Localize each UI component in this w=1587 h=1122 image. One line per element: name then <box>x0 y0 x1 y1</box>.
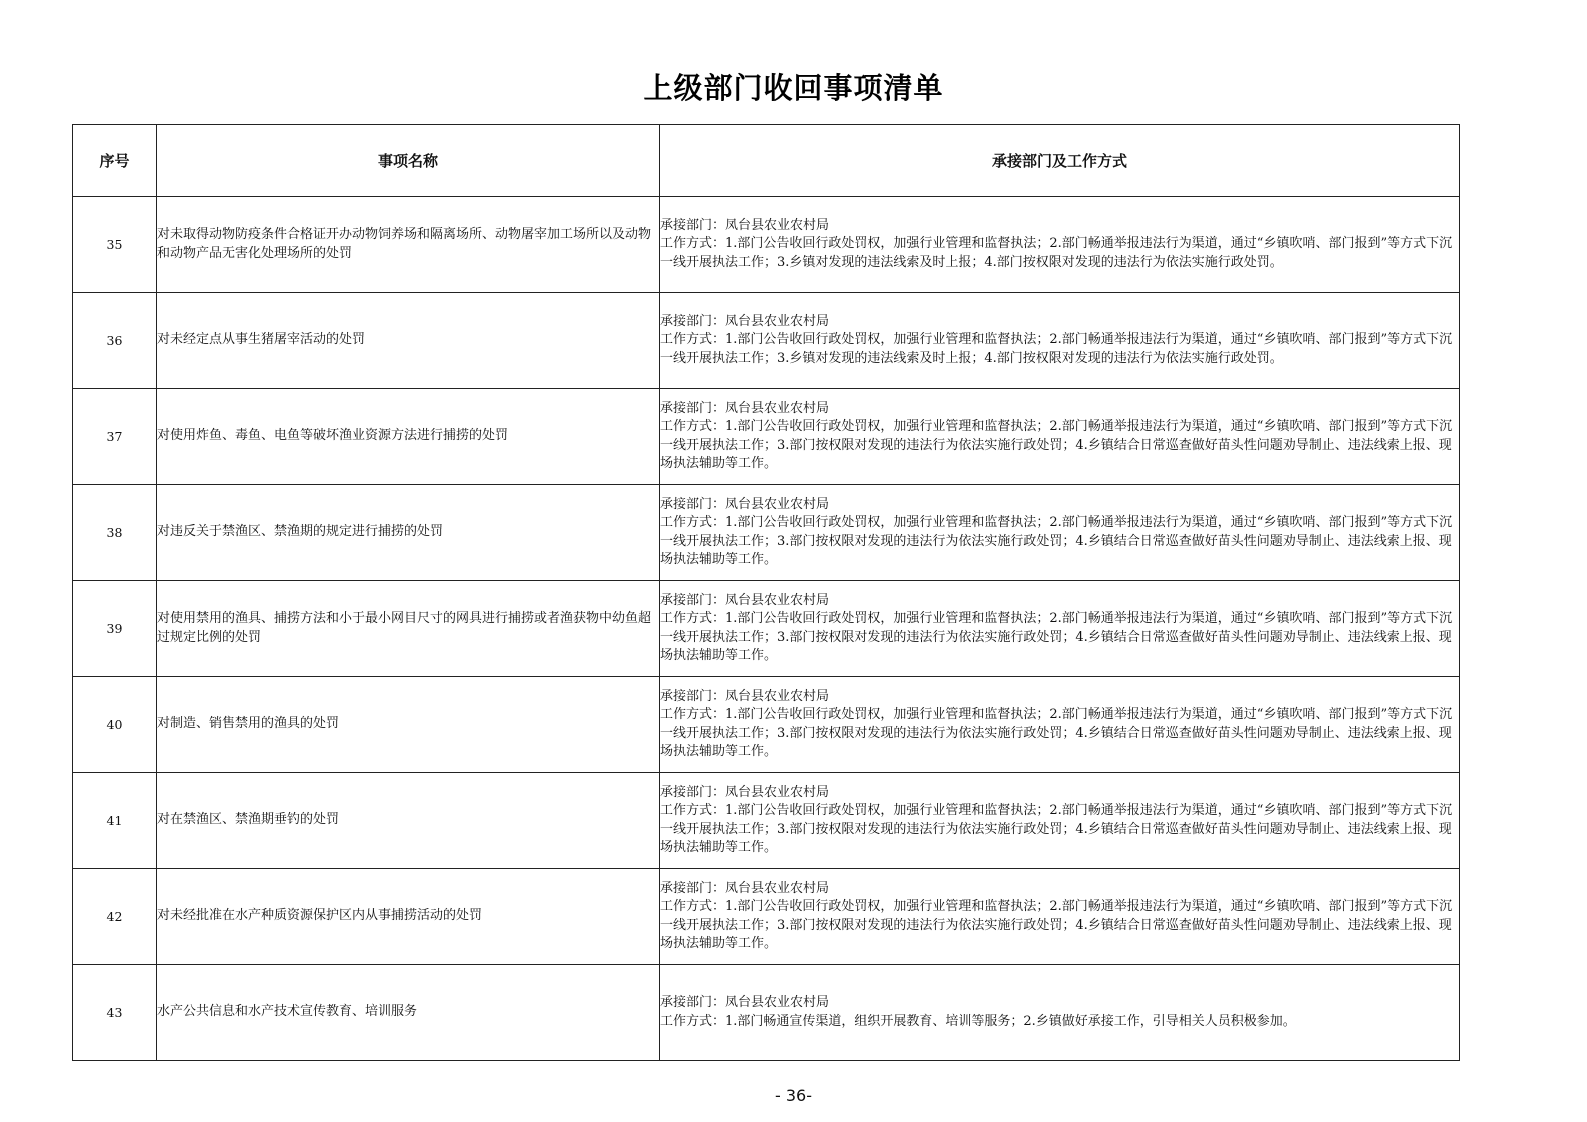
row-work-method: 工作方式：1.部门公告收回行政处罚权，加强行业管理和监督执法；2.部门畅通举报违法行为渠道，通过“乡镇吹哨、部门报到”等方式下沉一线开展执法工作；3.乡镇对发现的违法线索及时上报；4.部门按权限对发现的违法行为依法实施行政处罚。 <box>660 332 1453 366</box>
table-row <box>73 293 1460 389</box>
table-row <box>73 581 1460 677</box>
row-item-name: 对使用炸鱼、毒鱼、电鱼等破坏渔业资源方法进行捕捞的处罚 <box>157 389 660 485</box>
row-department: 承接部门：凤台县农业农村局 <box>660 688 830 704</box>
table-body <box>73 197 1460 1061</box>
row-index: 37 <box>73 389 157 485</box>
row-work-method: 工作方式：1.部门公告收回行政处罚权，加强行业管理和监督执法；2.部门畅通举报违法行为渠道，通过“乡镇吹哨、部门报到”等方式下沉一线开展执法工作；3.部门按权限对发现的违法行为依法实施行政处罚；4.乡镇结合日常巡查做好苗头性问题劝导制止、违法线索上报、现场执法辅助等工作。 <box>660 611 1453 663</box>
row-department: 承接部门：凤台县农业农村局 <box>660 496 830 512</box>
header-department-method: 承接部门及工作方式 <box>660 125 1460 197</box>
row-index: 40 <box>73 677 157 773</box>
row-department-method <box>660 581 1460 677</box>
row-work-method: 工作方式：1.部门公告收回行政处罚权，加强行业管理和监督执法；2.部门畅通举报违法行为渠道，通过“乡镇吹哨、部门报到”等方式下沉一线开展执法工作；3.部门按权限对发现的违法行为依法实施行政处罚；4.乡镇结合日常巡查做好苗头性问题劝导制止、违法线索上报、现场执法辅助等工作。 <box>660 515 1453 567</box>
row-item-name: 对未经批准在水产种质资源保护区内从事捕捞活动的处罚 <box>157 869 660 965</box>
row-department: 承接部门：凤台县农业农村局 <box>660 313 830 329</box>
row-item-name: 对制造、销售禁用的渔具的处罚 <box>157 677 660 773</box>
page-title: 上级部门收回事项清单 <box>643 71 944 105</box>
row-department-method <box>660 293 1460 389</box>
table-row <box>73 677 1460 773</box>
row-work-method: 工作方式：1.部门畅通宣传渠道，组织开展教育、培训等服务；2.乡镇做好承接工作，引导相关人员积极参加。 <box>660 1013 1296 1029</box>
row-department: 承接部门：凤台县农业农村局 <box>660 217 830 233</box>
table-row <box>73 485 1460 581</box>
row-work-method: 工作方式：1.部门公告收回行政处罚权，加强行业管理和监督执法；2.部门畅通举报违法行为渠道，通过“乡镇吹哨、部门报到”等方式下沉一线开展执法工作；3.乡镇对发现的违法线索及时上报；4.部门按权限对发现的违法行为依法实施行政处罚。 <box>660 236 1453 270</box>
row-index: 39 <box>73 581 157 677</box>
row-item-name: 对未取得动物防疫条件合格证开办动物饲养场和隔离场所、动物屠宰加工场所以及动物和动物产品无害化处理场所的处罚 <box>157 197 660 293</box>
page-number: - 36- <box>775 1086 812 1105</box>
row-item-name: 对违反关于禁渔区、禁渔期的规定进行捕捞的处罚 <box>157 485 660 581</box>
row-index: 43 <box>73 965 157 1061</box>
row-index: 35 <box>73 197 157 293</box>
row-department: 承接部门：凤台县农业农村局 <box>660 400 830 416</box>
row-work-method: 工作方式：1.部门公告收回行政处罚权，加强行业管理和监督执法；2.部门畅通举报违法行为渠道，通过“乡镇吹哨、部门报到”等方式下沉一线开展执法工作；3.部门按权限对发现的违法行为依法实施行政处罚；4.乡镇结合日常巡查做好苗头性问题劝导制止、违法线索上报、现场执法辅助等工作。 <box>660 803 1453 855</box>
row-department-method <box>660 773 1460 869</box>
row-item-name: 对在禁渔区、禁渔期垂钓的处罚 <box>157 773 660 869</box>
row-item-name: 对使用禁用的渔具、捕捞方法和小于最小网目尺寸的网具进行捕捞或者渔获物中幼鱼超过规定比例的处罚 <box>157 581 660 677</box>
row-department: 承接部门：凤台县农业农村局 <box>660 995 830 1010</box>
row-work-method: 工作方式：1.部门公告收回行政处罚权，加强行业管理和监督执法；2.部门畅通举报违法行为渠道，通过“乡镇吹哨、部门报到”等方式下沉一线开展执法工作；3.部门按权限对发现的违法行为依法实施行政处罚；4.乡镇结合日常巡查做好苗头性问题劝导制止、违法线索上报、现场执法辅助等工作。 <box>660 899 1453 951</box>
table-row <box>73 197 1460 293</box>
row-item-name: 对未经定点从事生猪屠宰活动的处罚 <box>157 293 660 389</box>
row-index: 42 <box>73 869 157 965</box>
header-index: 序号 <box>73 125 157 197</box>
row-department-method <box>660 485 1460 581</box>
table-row <box>73 389 1460 485</box>
items-table <box>72 124 1460 1061</box>
header-item-name: 事项名称 <box>157 125 660 197</box>
row-work-method: 工作方式：1.部门公告收回行政处罚权，加强行业管理和监督执法；2.部门畅通举报违法行为渠道，通过“乡镇吹哨、部门报到”等方式下沉一线开展执法工作；3.部门按权限对发现的违法行为依法实施行政处罚；4.乡镇结合日常巡查做好苗头性问题劝导制止、违法线索上报、现场执法辅助等工作。 <box>660 419 1453 471</box>
table-row <box>73 965 1460 1061</box>
table-row <box>73 773 1460 869</box>
row-department-method <box>660 869 1460 965</box>
row-work-method: 工作方式：1.部门公告收回行政处罚权，加强行业管理和监督执法；2.部门畅通举报违法行为渠道，通过“乡镇吹哨、部门报到”等方式下沉一线开展执法工作；3.部门按权限对发现的违法行为依法实施行政处罚；4.乡镇结合日常巡查做好苗头性问题劝导制止、违法线索上报、现场执法辅助等工作。 <box>660 707 1453 759</box>
row-index: 41 <box>73 773 157 869</box>
row-department-method <box>660 197 1460 293</box>
table-header-row <box>73 125 1460 197</box>
row-department: 承接部门：凤台县农业农村局 <box>660 880 830 896</box>
table-row <box>73 869 1460 965</box>
row-department: 承接部门：凤台县农业农村局 <box>660 592 830 608</box>
row-item-name: 水产公共信息和水产技术宣传教育、培训服务 <box>157 965 660 1061</box>
row-department-method <box>660 389 1460 485</box>
row-index: 36 <box>73 293 157 389</box>
row-index: 38 <box>73 485 157 581</box>
row-department-method <box>660 677 1460 773</box>
row-department: 承接部门：凤台县农业农村局 <box>660 784 830 800</box>
row-department-method <box>660 965 1460 1061</box>
